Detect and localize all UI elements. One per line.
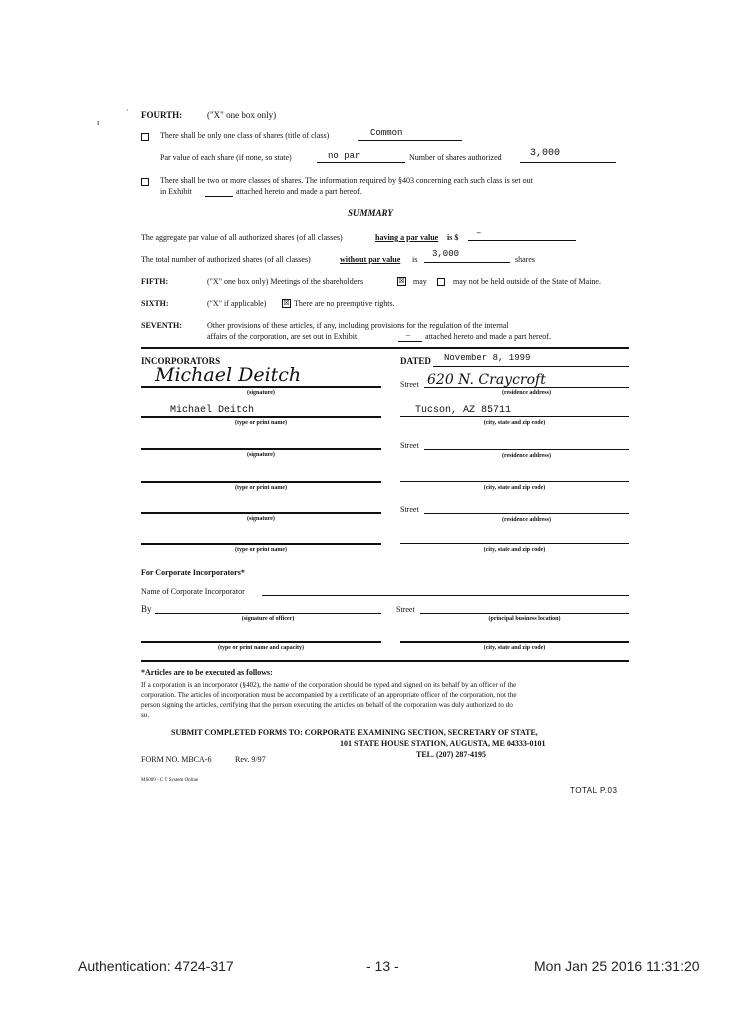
city-line-2	[400, 481, 629, 482]
total-suffix: is	[412, 255, 418, 264]
par-value-line	[317, 162, 405, 163]
city-value-1: Tucson, AZ 85711	[415, 405, 512, 416]
typed-name-line-1	[141, 416, 381, 418]
street-label-3: Street	[400, 505, 419, 514]
sixth-heading: SIXTH:	[141, 299, 169, 308]
form-number: FORM NO. MBCA-6	[141, 755, 212, 764]
seventh-heading: SEVENTH:	[141, 321, 182, 330]
section-divider	[141, 347, 629, 349]
aggregate-label: The aggregate par value of all authorized shares (of all classes)	[141, 233, 343, 242]
street-line-2	[424, 449, 629, 450]
par-value-label: Par value of each share (if none, so state)	[160, 153, 292, 162]
caption-signature-officer: (signature of officer)	[241, 616, 295, 622]
stray-mark: ı	[97, 118, 100, 127]
total-label: The total number of authorized shares (of all classes)	[141, 255, 311, 264]
note-body	[141, 680, 633, 720]
option1-checkbox[interactable]	[141, 133, 149, 141]
class-title-line	[358, 140, 462, 141]
submit-line-3: TEL. (207) 287-4195	[416, 750, 486, 759]
dated-line	[433, 366, 629, 367]
typed-name-line-2	[141, 481, 381, 483]
aggregate-bold: having a par value	[375, 233, 439, 242]
caption-signature-1: (signature)	[247, 390, 275, 396]
corporate-name-label: Name of Corporate Incorporator	[141, 587, 245, 596]
submit-line-2: 101 STATE HOUSE STATION, AUGUSTA, ME 04333-0101	[340, 739, 546, 748]
street-label-1: Street	[400, 380, 419, 389]
fifth-text-a: ("X" one box only) Meetings of the shareholders	[207, 277, 364, 286]
class-title-value: Common	[370, 128, 403, 138]
fifth-may-label: may	[413, 277, 427, 286]
footer-page-number: - 13 -	[366, 958, 399, 974]
aggregate-value: –	[476, 228, 482, 238]
street-value-1: 620 N. Craycroft	[427, 372, 546, 388]
option2-line2: attached hereto and made a part hereof.	[236, 187, 362, 196]
street-line-3	[424, 513, 629, 514]
seventh-exhibit-line	[398, 341, 422, 342]
caption-signature-2: (signature)	[247, 452, 275, 458]
street-label-2: Street	[400, 441, 419, 450]
dated-value: November 8, 1999	[444, 353, 531, 363]
caption-signature-3: (signature)	[247, 516, 275, 522]
by-label: By	[141, 604, 152, 614]
typed-name-line-3	[141, 543, 381, 545]
summary-title: SUMMARY	[348, 208, 393, 218]
incorporators-heading: INCORPORATORS	[141, 356, 221, 366]
dated-label: DATED	[400, 356, 431, 366]
option2-exhibit-label: in Exhibit	[160, 187, 192, 196]
capacity-line	[141, 641, 381, 643]
system-tag: MS009 - C T System Online	[141, 778, 199, 783]
by-line	[155, 613, 381, 614]
signature-line-2	[141, 448, 381, 450]
aggregate-line	[468, 240, 576, 241]
fourth-instruction: ("X" one box only)	[207, 110, 277, 120]
total-bold: without par value	[340, 255, 401, 264]
seventh-line2-b: attached hereto and made a part hereof.	[425, 332, 551, 341]
seventh-line2: affairs of the corporation, are set out in Exhibit	[207, 332, 358, 341]
option2-checkbox[interactable]	[141, 178, 149, 186]
caption-type-capacity: (type or print name and capacity)	[217, 645, 305, 651]
fourth-heading: FOURTH:	[141, 110, 183, 120]
city-line-1	[400, 416, 629, 417]
authorized-value: 3,000	[530, 148, 561, 159]
option2-line1: There shall be two or more classes of shares. The information required by §403 concerning each such class is set out	[160, 176, 533, 185]
fifth-text-b: may not be held outside of the State of Maine.	[453, 277, 601, 286]
caption-city-2: (city, state and zip code)	[483, 485, 546, 491]
note-line-3: person signing the articles, certifying that the person executing the articles on behalf of the corporation was duly authorized to do	[141, 701, 513, 709]
caption-residence-3: (residence address)	[502, 517, 551, 523]
total-line	[424, 262, 510, 263]
note-line-1: If a corporation is an incorporator (§402), the name of the corporation should be typed and signed on its behalf by an officer of the	[141, 681, 517, 689]
authorized-line	[520, 162, 616, 163]
city-line-3	[400, 543, 629, 544]
sixth-text-a: ("X" if applicable)	[207, 299, 267, 308]
sixth-checkbox[interactable]: ☒	[283, 299, 290, 307]
caption-city-1: (city, state and zip code)	[483, 420, 546, 426]
caption-type-name-3: (type or print name)	[234, 547, 288, 553]
seventh-exhibit-value: –	[406, 330, 410, 339]
signature-line-3	[141, 512, 381, 514]
caption-type-name-1: (type or print name)	[234, 420, 288, 426]
caption-residence-1: (residence address)	[502, 390, 551, 396]
total-unit: shares	[515, 255, 535, 264]
option1-text: There shall be only one class of shares (title of class)	[160, 131, 330, 140]
caption-residence-2: (residence address)	[502, 453, 551, 459]
fifth-may-not-checkbox[interactable]	[437, 278, 445, 286]
corporate-heading: For Corporate Incorporators*	[141, 568, 245, 577]
corporate-street-line	[420, 613, 629, 614]
corporate-street-label: Street	[396, 605, 415, 614]
corporate-city-line	[400, 641, 629, 643]
corporate-name-line	[262, 595, 629, 596]
caption-corporate-city: (city, state and zip code)	[483, 645, 546, 651]
signature-line-1	[141, 386, 381, 388]
form-revision: Rev. 9/97	[235, 755, 266, 764]
total-value: 3,000	[432, 249, 460, 259]
street-line-1	[424, 387, 629, 388]
submit-line-1: SUBMIT COMPLETED FORMS TO: CORPORATE EXAMINING SECTION, SECRETARY OF STATE,	[171, 728, 538, 737]
footer-timestamp: Mon Jan 25 2016 11:31:20	[534, 958, 700, 974]
fifth-heading: FIFTH:	[141, 277, 169, 286]
aggregate-suffix: is $	[447, 233, 459, 242]
authorized-label: Number of shares authorized	[409, 153, 502, 162]
caption-type-name-2: (type or print name)	[234, 485, 288, 491]
option2-exhibit-line	[205, 196, 233, 197]
sixth-text-b: There are no preemptive rights.	[294, 299, 395, 308]
stray-mark: ·	[126, 106, 129, 115]
note-line-4: so.	[141, 711, 150, 719]
fifth-may-checkbox[interactable]: ☒	[398, 277, 405, 285]
seventh-line1: Other provisions of these articles, if any, including provisions for the regulation of the internal	[207, 321, 509, 330]
note-divider	[141, 660, 629, 662]
note-line-2: corporation. The articles of incorporation must be accompanied by a certificate of an appropriate officer of the corporation, not the	[141, 691, 517, 699]
note-heading: *Articles are to be executed as follows:	[141, 668, 273, 677]
caption-city-3: (city, state and zip code)	[483, 547, 546, 553]
par-value: no par	[328, 151, 361, 161]
total-pages: TOTAL P.03	[570, 786, 618, 795]
footer-authentication: Authentication: 4724-317	[78, 958, 234, 974]
typed-name-1: Michael Deitch	[170, 405, 255, 416]
incorporator-signature: Michael Deitch	[155, 364, 302, 386]
caption-principal-location: (principal business location)	[488, 616, 561, 622]
